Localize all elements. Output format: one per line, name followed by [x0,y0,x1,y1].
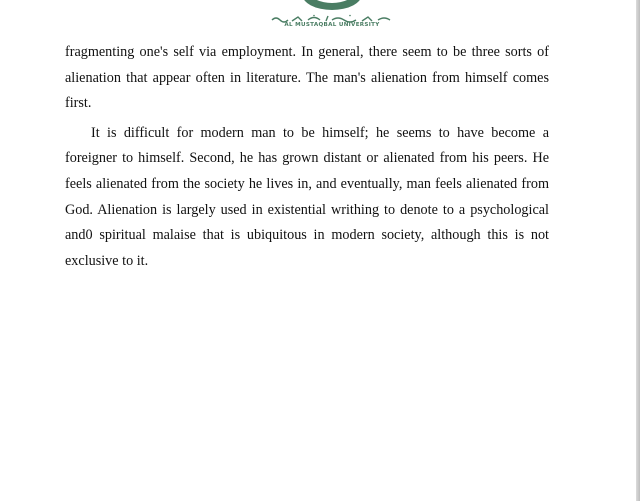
university-emblem-icon [294,0,370,12]
document-body [65,40,549,278]
paragraph-2: It is difficult for modern man to be himself; he seems to have become a foreigner to himself. Second, he has grown distant or alienated from his peers. He feels alienated from the society he lives in, and eventually, man feels alienated from God. Alienation is largely used in existential writhing to denote to a psychological and0 spiritual malaise that is ubiquitous in modern society, although this is not exclusive to it. [65,124,549,269]
paragraph-1: fragmenting one's self via employment. In general, there seem to be three sorts of alienation that appear often in literature. The man's alienation from himself comes first. [65,44,549,112]
university-logo [262,0,402,34]
university-name-english: AL MUSTAQBAL UNIVERSITY [284,22,380,28]
page-right-edge [636,0,640,501]
